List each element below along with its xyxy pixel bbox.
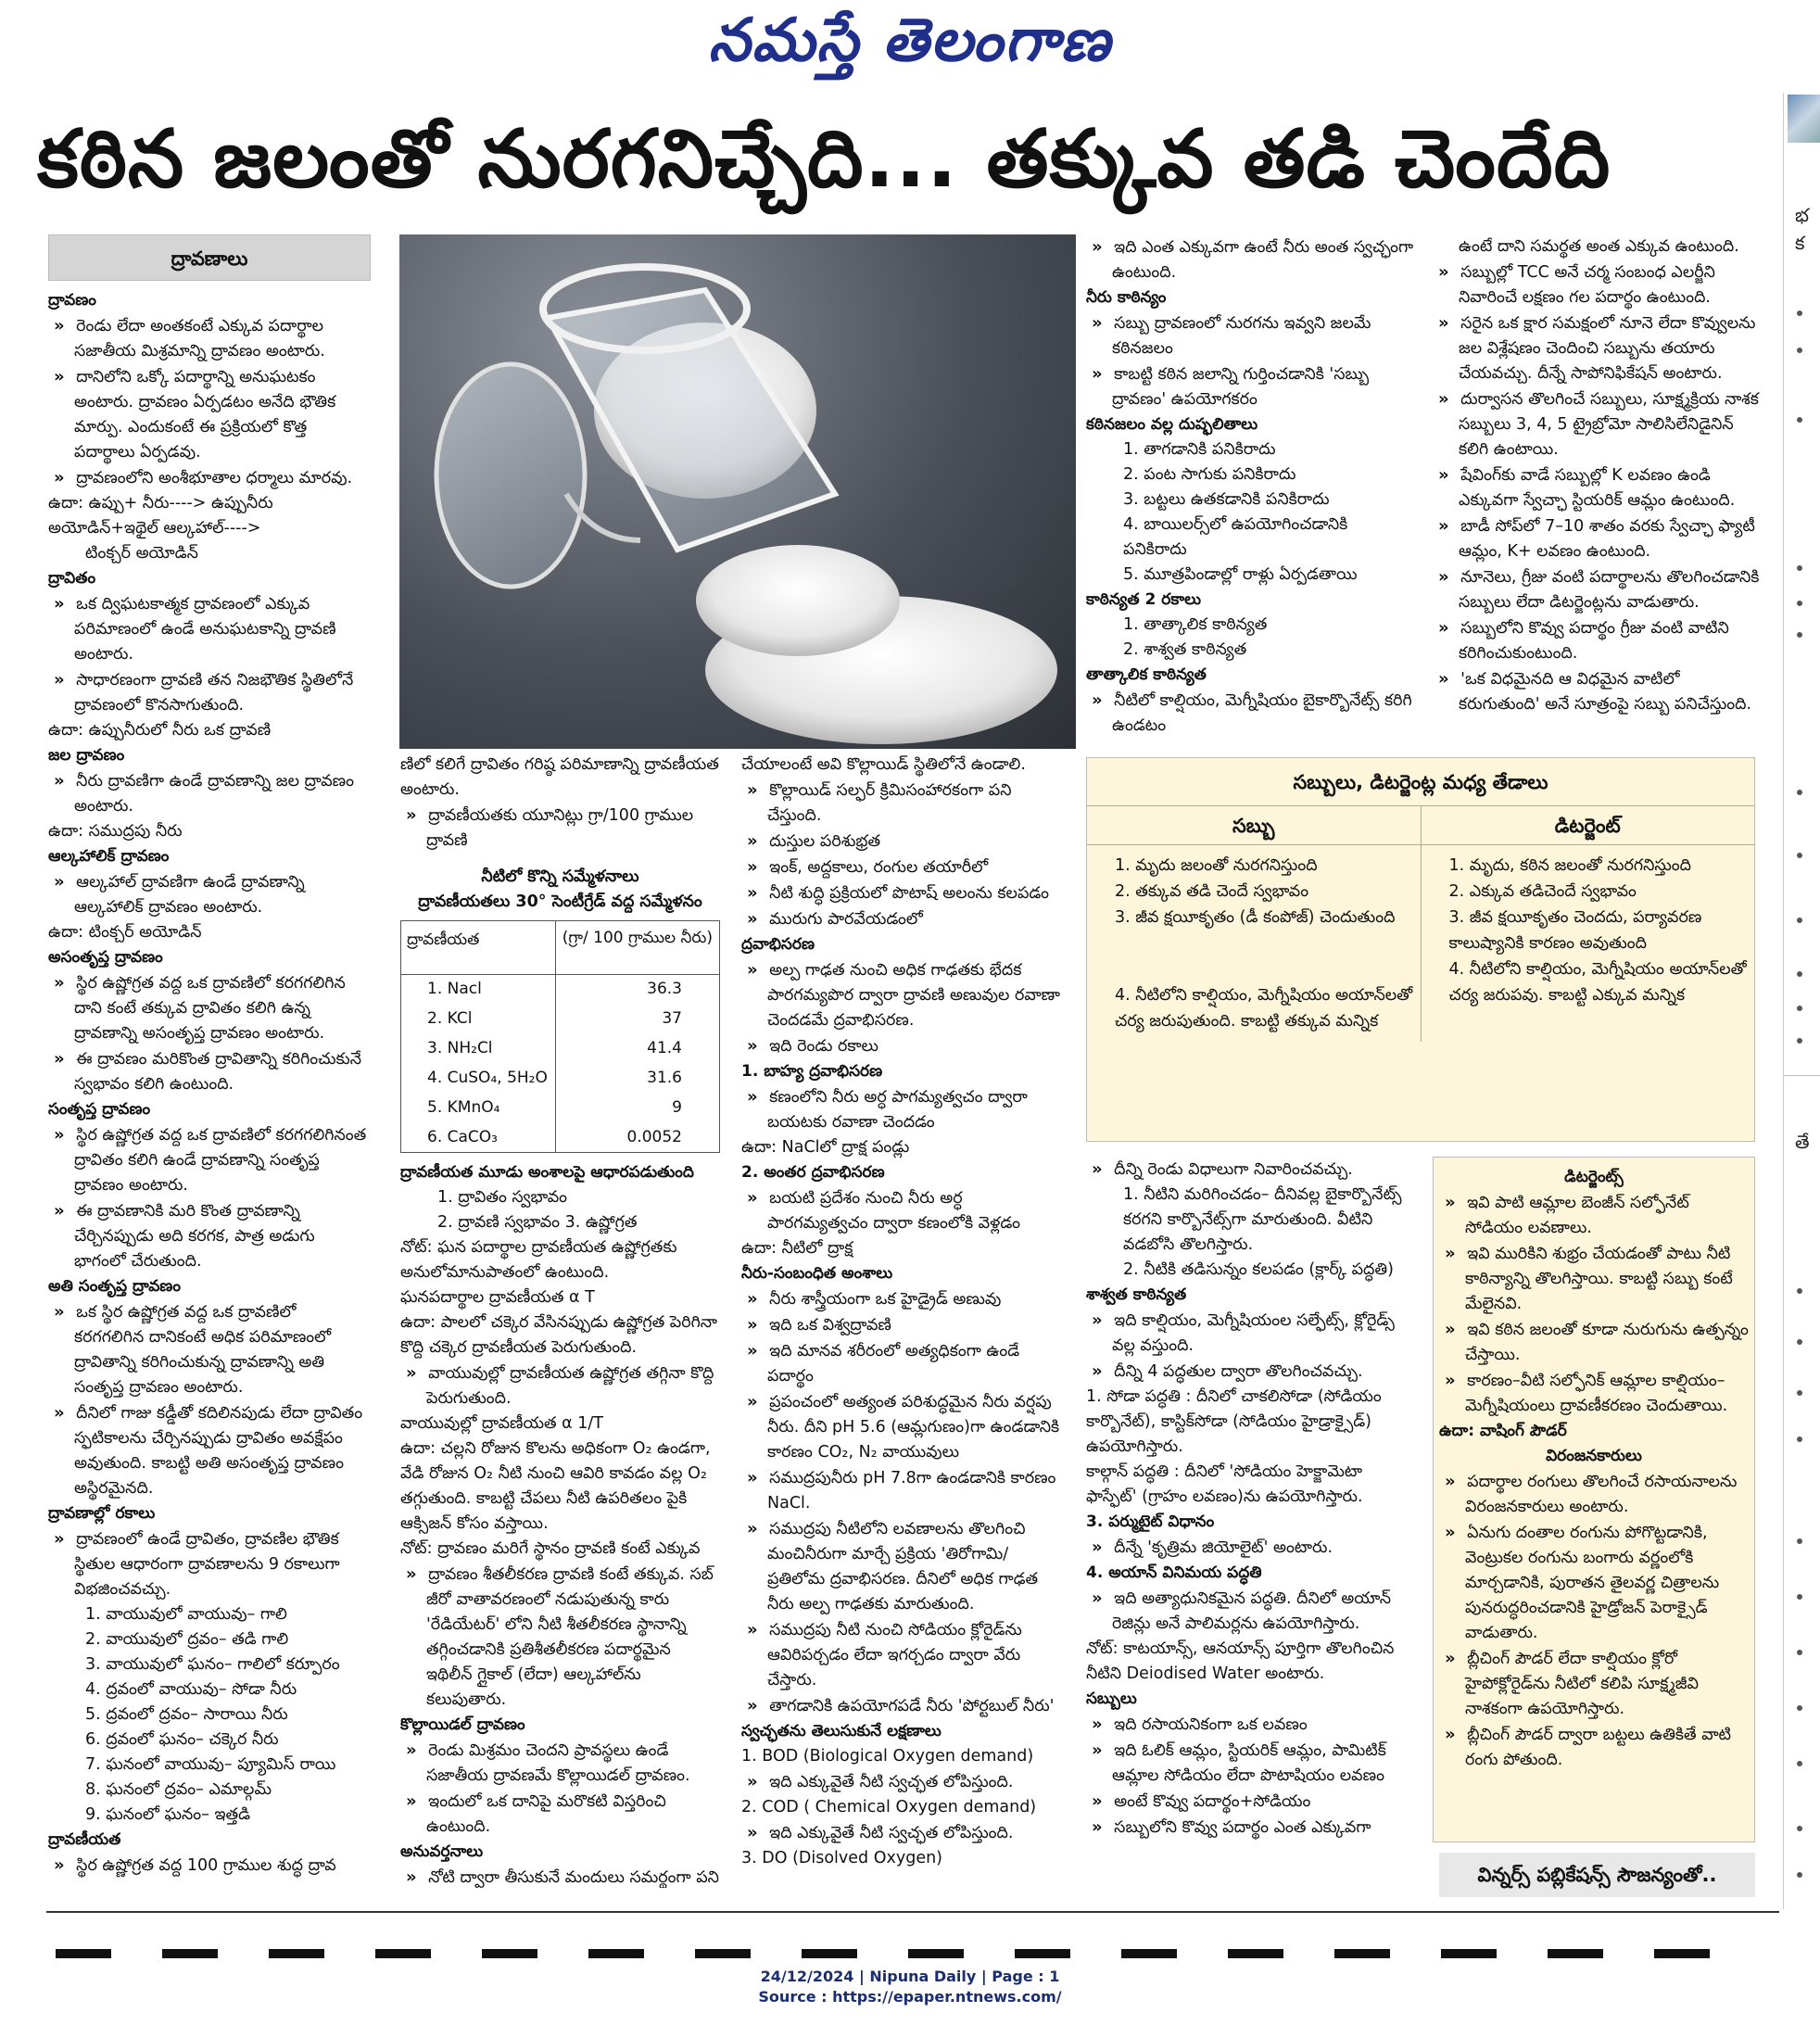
text-line: 2. వాయువులో ద్రవం– తడి గాలి [85, 1630, 289, 1649]
side-bullet [1797, 1390, 1802, 1396]
sub-heading: తాత్కాలిక కాఠిన్యత [1086, 665, 1207, 684]
text-line: నోట్: కాటయాన్స్, ఆనయాన్స్ పూర్తిగా తొలగించిన నీటిని Deiodised Water అంటారు. [1086, 1639, 1395, 1683]
bullet-item: » కణంలోని నీరు అర్ధ పాగమ్యత్వచం ద్వారా బయటకు రవాణా చెందడం [741, 1084, 1066, 1135]
sub-heading: 3. పర్ముటైట్ విధానం [1086, 1512, 1215, 1531]
comparison-header-soap: సబ్బు [1232, 815, 1275, 837]
bullet-item: » కొల్లాయిడ్ సల్ఫర్ క్రిమిసంహారకంగా పని చేస్తుంది. [741, 778, 1066, 829]
side-bullet [1797, 1650, 1802, 1655]
bullet-item: » నూనెలు, గ్రీజు వంటి పదార్థాలను తొలగించడానికి సబ్బులు లేదా డిటర్జెంట్లను వాడుతారు. [1433, 564, 1762, 615]
sub-heading: ద్రావణీయత [48, 1830, 121, 1849]
table-header-row [401, 921, 720, 975]
table-cell: 4. CuSO₄, 5H₂O [401, 1064, 556, 1094]
bullet-item: » స్థిర ఉష్ణోగ్రత వద్ద 100 గ్రాముల శుద్ధ ద్రావ [48, 1853, 371, 1879]
comparison-body [1087, 845, 1754, 1042]
teaser-glyph [1334, 1937, 1390, 1970]
table-row [401, 1064, 720, 1094]
side-bullet [1797, 310, 1802, 316]
side-bullet [1797, 1288, 1802, 1294]
side-bullet [1797, 853, 1802, 858]
section-title-solutions: ద్రావణాలు [48, 234, 371, 281]
table-title: నీటిలో కొన్ని సమ్మేళనాలు [481, 867, 639, 886]
bullet-item: » దీన్ని 4 పద్ధతుల ద్వారా తొలగించవచ్చు. [1086, 1359, 1415, 1385]
teaser-glyph [269, 1937, 324, 1970]
sub-heading: 4. అయాన్ వినిమయ పద్ధతి [1086, 1563, 1262, 1582]
table-body [401, 975, 720, 1153]
teaser-glyph [1548, 1937, 1603, 1970]
side-bullet [1797, 1038, 1802, 1044]
bullet-item: » సబ్బుల్లో TCC అనే చర్మ సంబంధ ఎలర్జీని నివారించే లక్షణం గల పదార్థం ఉంటుంది. [1433, 259, 1762, 310]
bullet-item: » ప్రపంచంలో అత్యంత పరిశుద్ధమైన నీరు వర్షపు నీరు. దీని pH 5.6 (ఆమ్లగుణం)గా ఉండడానికి కారణం CO₂, N₂ వాయువులు [741, 1389, 1066, 1465]
side-bullet [1797, 1705, 1802, 1711]
text-line: 5. మూత్రపిండాల్లో రాళ్లు ఏర్పడతాయి [1123, 565, 1358, 584]
bullet-item: » మురుగు పారవేయడంలో [741, 906, 1066, 932]
text-line: చేయాలంటే అవి కొల్లాయిడ్ స్థితిలోనే ఉండాలి. [741, 755, 1026, 774]
bullet-item: » దుస్తుల పరిశుభ్రత [741, 829, 1066, 854]
side-bullet [1797, 1761, 1802, 1766]
salt-jar-illustration [399, 234, 1076, 749]
column-solutions [48, 234, 371, 1893]
list-item: 4. నీటిలోని కాల్షియం, మెగ్నీషియం అయాన్‌లతో చర్య జరుపుతుంది. కాబట్టి తక్కువ మన్నిక [1115, 986, 1413, 1031]
text-line: 1. ద్రావితం స్వభావం [437, 1188, 568, 1207]
text-line: ణిలో కలిగే ద్రావితం గరిష్ఠ పరిమాణాన్ని ద్రావణీయత అంటారు. [400, 755, 719, 799]
bullet-item: » ఆల్కహాల్ ద్రావణిగా ఉండే ద్రావణాన్ని ఆల్కహాలిక్ ద్రావణం అంటారు. [48, 869, 371, 920]
bullet-item: » ద్రావణంలోని అంశీభూతాల ధర్మాలు మారవు. [48, 465, 371, 491]
teaser-glyph [908, 1937, 964, 1970]
bleaches-title: విరంజనకారులు [1546, 1447, 1642, 1465]
bullet-item: » వాయువుల్లో ద్రావణీయత ఉష్ణోగ్రత తగ్గినా కొద్ది పెరుగుతుంది. [400, 1361, 720, 1411]
bullet-item: » దీనిలో గాజు కడ్డీతో కదిలినపుడు లేదా ద్రావితం స్ఫటికాలను చేర్చినప్పుడు ద్రావితం అవక్షేపం అవుతుంది. కాబట్టి అతి అసంతృప్త ద్రావణం అస్థిరమైనది. [48, 1400, 371, 1501]
sub-heading: కఠినజలం వల్ల దుష్ఫలితాలు [1086, 415, 1258, 434]
text-line: 1. తాగడానికి పనికిరాదు [1123, 440, 1276, 459]
side-bullet [1797, 918, 1802, 923]
text-line: 2. పంట సాగుకు పనికిరాదు [1123, 465, 1296, 484]
column-items [400, 753, 720, 854]
bullet-item: » దానిలోని ఒక్కో పదార్థాన్ని అనుఘటకం అంటారు. ద్రావణం ఏర్పడటం అనేది భౌతిక మార్పు. ఎందుకంటే ఈ ప్రక్రియలో కొత్త పదార్థాలు ఏర్పడవు. [48, 364, 371, 465]
side-bullet [1797, 1339, 1802, 1345]
bullet-item: » ఇది ఒక విశ్వద్రావణి [741, 1312, 1066, 1338]
side-glyph: క [1795, 232, 1805, 254]
column-items [400, 1160, 720, 1888]
table-header-cell: (గ్రా/ 100 గ్రాముల నీరు) [555, 921, 719, 975]
bullet-item: » ఇది ఎక్కువైతే నీటి స్వచ్ఛత లోపిస్తుంది. [741, 1769, 1066, 1795]
bullet-item: » సముద్రపు నీటిలోని లవణాలను తొలగించి మంచినీరుగా మార్చే ప్రక్రియ 'తిరోగామి/ప్రతిలోమ ద్రవాభిసరణ. దీనిలో అధిక గాఢత నీరు అల్ప గాఢతకు మారుతుంది. [741, 1516, 1066, 1617]
text-line: 9. ఘనంలో ఘనం– ఇత్తడి [85, 1805, 251, 1824]
side-glyph: తే [1795, 1131, 1810, 1153]
sub-heading: కాఠిన్యత 2 రకాలు [1086, 590, 1201, 609]
sub-heading: సబ్బులు [1086, 1690, 1137, 1708]
teaser-glyph [802, 1937, 857, 1970]
sub-heading: నీరు-సంబంధిత అంశాలు [741, 1264, 893, 1283]
side-bullet [1797, 1538, 1802, 1544]
teaser-glyph [1121, 1937, 1177, 1970]
table-cell: 1. Nacl [401, 975, 556, 1005]
comparison-soap-list [1087, 845, 1422, 1042]
side-bullet [1797, 565, 1802, 571]
text-line: వాయువుల్లో ద్రావణీయత α 1/T [400, 1414, 603, 1433]
bullet-item: » 'ఒక విధమైనది ఆ విధమైన వాటిలో కరుగుతుంది' అనే సూత్రంపై సబ్బు పనిచేస్తుంది. [1433, 666, 1762, 717]
salt-jar-photo [399, 234, 1076, 749]
text-line: 2. శాశ్వత కాఠిన్యత [1123, 640, 1247, 659]
bullet-item: » ఈ ద్రావణం మరికొంత ద్రావితాన్ని కరిగించుకునే స్వభావం కలిగి ఉంటుంది. [48, 1046, 371, 1097]
side-bullet [1797, 417, 1802, 423]
side-bullet [1797, 790, 1802, 795]
list-item: » ఇవి మురికిని శుభ్రం చేయడంతో పాటు నీటి కాఠిన్యాన్ని తొలగిస్తాయి. కాబట్టి సబ్బు కంటే మేలైనవి. [1439, 1241, 1749, 1317]
text-line: 1. వాయువులో వాయువు– గాలి [85, 1605, 287, 1624]
column-solubility [400, 753, 720, 1888]
table-row [401, 975, 720, 1005]
bullet-item: » ఒక స్థిర ఉష్ణోగ్రత వద్ద ఒక ద్రావణిలో కరగగలిగిన దానికంటే అధిక పరిమాణంలో ద్రావితాన్ని కరిగించుకున్న ద్రావణాన్ని అతి సంతృప్త ద్రావణం అంటారు. [48, 1299, 371, 1400]
text-line: 5. ద్రవంలో ద్రవం– సారాయి నీరు [85, 1705, 288, 1724]
table-row [401, 1034, 720, 1064]
list-item: » ఇవి పాటి ఆమ్లాల బెంజీన్ సల్ఫోనేట్ సోడియం లవణాలు. [1439, 1190, 1749, 1241]
table-cell: 3. NH₂Cl [401, 1034, 556, 1064]
text-line: 2. నీటికి తడిసున్నం కలపడం (క్లార్క్ పద్ధతి) [1123, 1260, 1394, 1279]
sub-heading: ద్రావితం [48, 569, 96, 588]
bullet-item: » సముద్రపు నీటి నుంచి సోడియం క్లోరైడ్‌ను ఆవిరిపర్చడం లేదా ఇగర్చడం ద్వారా వేరు చేస్తారు. [741, 1617, 1066, 1693]
sub-heading: ద్రావణీయత మూడు అంశాలపై ఆధారపడుతుంది [400, 1163, 694, 1182]
list-item: » పదార్థాల రంగులు తొలగించే రసాయనాలను విరంజనకారులు అంటారు. [1439, 1469, 1749, 1520]
text-line: 4. ద్రవంలో వాయువు– సోడా నీరు [85, 1680, 297, 1699]
column-osmosis-water [741, 753, 1066, 1888]
side-strip [1783, 93, 1820, 1909]
bullet-item: » ద్రావణం శీతలీకరణ ద్రావణి కంటే తక్కువ. సబ్ జీరో వాతావరణంలో నడుపుతున్న కారు 'రేడియేటర్' లోని నీటి శీతలీకరణ స్థానాన్ని తగ్గించడానికి ప్రతిశీతలీకరణ పదార్థమైన ఇథిలీన్ గ్లైకాల్ (లేదా) ఆల్కహాల్‌ను కలుపుతారు. [400, 1562, 720, 1713]
text-line: ఉదా: సముద్రపు నీరు [48, 822, 183, 841]
bleaches-list [1439, 1469, 1749, 1773]
detergents-list [1439, 1190, 1749, 1419]
list-item [1115, 930, 1413, 982]
bullet-item: » నీటి శుద్ధి ప్రక్రియలో పొటాష్ అలంను కలపడం [741, 880, 1066, 906]
bullet-item: » ద్రావణీయతకు యూనిట్లు గ్రా/100 గ్రాముల ద్రావణి [400, 803, 720, 854]
comparison-header-detergent: డిటర్జెంట్ [1421, 806, 1755, 844]
teaser-glyph [162, 1937, 218, 1970]
comparison-header [1087, 806, 1754, 845]
list-item: » కారణం–వీటి సల్ఫోనిక్ ఆమ్లాల కాల్షియం– మెగ్నీషియంలు ద్రావణీకరణం చెందుతాయి. [1439, 1368, 1749, 1419]
text-line: ఉదా: టింక్చర్ అయోడిన్ [48, 923, 202, 942]
sub-heading: 1. బాహ్య ద్రవాభిసరణ [741, 1062, 883, 1081]
side-bullet [1797, 601, 1802, 606]
table-cell: 31.6 [647, 1069, 682, 1087]
table-cell: 37 [662, 1009, 682, 1028]
side-bullet [1797, 1436, 1802, 1442]
comparison-detergent-list [1422, 845, 1755, 1042]
bullet-item: » ఇది రసాయనికంగా ఒక లవణం [1086, 1712, 1415, 1738]
list-item: 3. జీవ క్షయీకృతం చెందదు, పర్యావరణ కాలుష్యానికి కారణం అవుతుంది [1448, 908, 1702, 953]
text-line: ఉదా: నీటిలో ద్రాక్ష [741, 1239, 853, 1258]
text-line: ఉదా: ఉప్పు+ నీరు----> ఉప్పునీరు [48, 494, 273, 513]
list-item: » బ్లీచింగ్ పౌడర్ ద్వారా బట్టలు ఉతికితే వాటి రంగు పోతుంది. [1439, 1722, 1749, 1773]
bullet-item: » స్థిర ఉష్ణోగ్రత వద్ద ఒక ద్రావణిలో కరగగలిగిన దాని కంటే తక్కువ ద్రావితం కలిగి ఉన్న ద్రావణాన్ని అసంతృప్త ద్రావణం అంటారు. [48, 970, 371, 1046]
column-permanent-hardness [1086, 1157, 1415, 1898]
teaser-glyph [1015, 1937, 1070, 1970]
text-line: ఉంటే దాని సమర్థత అంత ఎక్కువ ఉంటుంది. [1459, 237, 1739, 256]
teaser-glyph [375, 1937, 431, 1970]
sub-heading: ద్రవాభిసరణ [741, 935, 815, 954]
text-line: 6. ద్రవంలో ఘనం– చక్కెర నీరు [85, 1730, 279, 1749]
bullet-item: » ఈ ద్రావణానికి మరి కొంత ద్రావణాన్ని చేర్చినప్పుడు అది కరగక, పాత్ర అడుగు భాగంలో చేరుతుంది. [48, 1198, 371, 1274]
table-cell: 5. KMnO₄ [401, 1094, 556, 1123]
solubility-table [400, 920, 720, 1153]
side-bullet [1797, 1006, 1802, 1011]
text-line: ఘనపదార్థాల ద్రావణీయత α T [400, 1288, 595, 1307]
column-items [1086, 1157, 1415, 1841]
bullet-item: » దుర్వాసన తొలగించే సబ్బులు, సూక్ష్మక్రియ నాశక సబ్బులు 3, 4, 5 ట్రైబ్రోమో సాలిసిలేనిడైనిన్ కలిగి ఉంటాయి. [1433, 386, 1762, 462]
table-header-cell: ద్రావణీయత [401, 921, 556, 975]
table-row [401, 1005, 720, 1034]
bullet-item: » ఇది మానవ శరీరంలో అత్యధికంగా ఉండే పదార్థం [741, 1338, 1066, 1389]
table-row [401, 1123, 720, 1153]
bullet-item: » రెండు లేదా అంతకంటే ఎక్కువ పదార్థాల సజాతీయ మిశ్రమాన్ని ద్రావణం అంటారు. [48, 313, 371, 364]
bullet-item: » ఇది రెండు రకాలు [741, 1033, 1066, 1059]
text-line: 1. సోడా పద్ధతి : దీనిలో చాకలిసోడా (సోడియం కార్బొనేట్), కాస్టిక్‌సోడా (సోడియం హైడ్రాక్సైడ్) ఉపయోగిస్తారు. [1086, 1387, 1382, 1456]
table-row [401, 1094, 720, 1123]
bullet-item: » నీరు శాస్త్రీయంగా ఒక హైడ్రైడ్ అణువు [741, 1286, 1066, 1312]
side-thumbnail [1788, 95, 1820, 143]
teaser-glyph [1228, 1937, 1283, 1970]
table-subtitle: ద్రావణీయతలు 30° సెంటీగ్రేడ్ వద్ద సమ్మేళనం [418, 892, 702, 911]
table-cell: 41.4 [647, 1039, 682, 1057]
sub-heading: అతి సంతృప్త ద్రావణం [48, 1277, 181, 1296]
bullet-item: » సబ్బులోని కొవ్వు పదార్థం గ్రీజు వంటి వాటిని కరిగించుకుంటుంది. [1433, 615, 1762, 666]
teaser-glyph [482, 1937, 537, 1970]
column-soaps-continued [1433, 234, 1762, 749]
teaser-glyph [56, 1937, 111, 1970]
sub-heading: 2. అంతర ద్రవాభిసరణ [741, 1163, 885, 1182]
side-bullet [1797, 1594, 1802, 1600]
bullet-item: » నోటి ద్వారా తీసుకునే మందులు సమర్థంగా పని [400, 1865, 720, 1888]
column-items [1086, 234, 1415, 739]
teaser-glyph [1654, 1937, 1710, 1970]
sub-heading: ద్రావణాల్లో రకాలు [48, 1504, 156, 1523]
text-line: 1. నీటిని మరిగించడం– దీనివల్ల బైకార్బొనేట్స్ కరగని కార్బొనేట్స్‌గా మారుతుంది. వీటిని వడబోసి తొలగిస్తారు. [1123, 1185, 1402, 1254]
list-item: 2. తక్కువ తడి చెందే స్వభావం [1115, 882, 1309, 901]
text-line: 8. ఘనంలో ద్రవం– ఎమాల్గమ్ [85, 1780, 272, 1799]
bullet-item: » ఇది కాల్షియం, మెగ్నీషియంల సల్ఫేట్స్, క్లోరైడ్స్ వల్ల వస్తుంది. [1086, 1308, 1415, 1359]
publisher-credit: విన్నర్స్ పబ్లికేషన్స్ సౌజన్యంతో.. [1439, 1853, 1755, 1897]
bullet-item: » తాగడానికి ఉపయోగపడే నీరు 'పోర్టబుల్ నీరు' [741, 1693, 1066, 1719]
text-line: అయోడిన్+ఇథైల్ ఆల్కహాల్----> [48, 519, 261, 538]
bullet-item: » సాధారణంగా ద్రావణి తన నిజభౌతిక స్థితిలోనే ద్రావణంలో కొనసాగుతుంది. [48, 667, 371, 718]
detergents-example: ఉదా: వాషింగ్ పౌడర్ [1439, 1422, 1567, 1440]
sub-heading: అసంతృప్త ద్రావణం [48, 948, 163, 967]
table-cell: 6. CaCO₃ [401, 1123, 556, 1153]
column-hardness [1086, 234, 1415, 749]
bullet-item: » ఇంక్, అద్దకాలు, రంగుల తయారీలో [741, 854, 1066, 880]
text-line: టింక్చర్ అయోడిన్ [85, 544, 198, 563]
text-line: నోట్: ఘన పదార్థాల ద్రావణీయత ఉష్ణోగ్రతకు అనులోమానుపాతంలో ఉంటుంది. [400, 1238, 677, 1282]
teaser-glyph [1441, 1937, 1497, 1970]
bullet-item: » అంటే కొవ్వు పదార్థం+సోడియం [1086, 1789, 1415, 1815]
side-bullet [1797, 1872, 1802, 1878]
bullet-item: » ఒక ద్విఘటకాత్మక ద్రావణంలో ఎక్కువ పరిమాణంలో ఉండే అనుఘటకాన్ని ద్రావణి అంటారు. [48, 591, 371, 667]
masthead-logo [0, 0, 1820, 93]
text-line: 3. వాయువులో ఘనం– గాలిలో కర్పూరం [85, 1655, 340, 1674]
bullet-item: » అల్ప గాఢత నుంచి అధిక గాఢతకు భేదక పారగమ్యపొర ద్వారా ద్రావణి అణువుల రవాణా చెందడమే ద్రవాభిసరణ. [741, 957, 1066, 1033]
text-line: 3. DO (Disolved Oxygen) [741, 1849, 942, 1867]
side-glyph: భ [1795, 204, 1809, 226]
bullet-item: » నీటిలో కాల్షియం, మెగ్నీషియం బైకార్బొనేట్స్ కరిగి ఉండటం [1086, 688, 1415, 739]
sub-heading: అనువర్తనాలు [400, 1842, 484, 1861]
text-line: 4. బాయిలర్స్‌లో ఉపయోగించడానికి పనికిరాదు [1123, 515, 1348, 559]
column-items [1433, 234, 1762, 717]
list-item: » ఏనుగు దంతాల రంగును పోగొట్టడానికి, వెంట్రుకల రంగును బంగారు వర్ణంలోకి మార్చడానికి, పురాతన తైలవర్ణ చిత్రాలను పునరుద్ధరించడానికి హైడ్రోజన్ పెరాక్సైడ్ వాడుతారు. [1439, 1520, 1749, 1646]
bullet-item: » దీన్నే 'కృత్రిమ జియోలైట్' అంటారు. [1086, 1535, 1415, 1561]
side-bullet [1797, 1826, 1802, 1831]
bottom-rule [46, 1911, 1779, 1913]
sub-heading: ద్రావణం [48, 291, 96, 310]
column-items [48, 288, 371, 1879]
table-cell: 9 [672, 1098, 682, 1117]
text-line: 2. COD ( Chemical Oxygen demand) [741, 1798, 1037, 1816]
comparison-box [1086, 757, 1755, 1142]
side-bullet [1797, 971, 1802, 977]
page-footer [0, 1967, 1820, 2007]
sub-heading: శాశ్వత కాఠిన్యత [1086, 1285, 1187, 1304]
bullet-item: » దీన్ని రెండు విధాలుగా నివారించవచ్చు. [1086, 1157, 1415, 1183]
sub-heading: నీరు కాఠిన్యం [1086, 288, 1167, 307]
detergents-title: డిటర్జెంట్స్ [1564, 1168, 1624, 1186]
bullet-item: » కాబట్టి కఠిన జలాన్ని గుర్తించడానికి 'సబ్బు ద్రావణం' ఉపయోగకరం [1086, 361, 1415, 412]
list-item: » బ్లీచింగ్ పౌడర్ లేదా కాల్షియం క్లోరో హైపోక్లోరైడ్‌ను నీటిలో కలిపి సూక్ష్మజీవి నాశకంగా ఉపయోగిస్తారు. [1439, 1646, 1749, 1722]
bullet-item: » సబ్బులోని కొవ్వు పదార్థం ఎంత ఎక్కువగా [1086, 1815, 1415, 1841]
bullet-item: » సరైన ఒక క్షార సమక్షంలో నూనె లేదా కొవ్వులను జల విశ్లేషణం చెందించి సబ్బును తయారు చేయవచ్చు. దీన్నే సాపోనిఫికేషన్ అంటారు. [1433, 310, 1762, 386]
list-item: 1. మృదు, కఠిన జలంతో నురగనిస్తుంది [1448, 856, 1691, 875]
bullet-item: » ఇది ఎక్కువైతే నీటి స్వచ్ఛత లోపిస్తుంది. [741, 1820, 1066, 1846]
teaser-glyph [695, 1937, 751, 1970]
bullet-item: » సబ్బు ద్రావణంలో నురగను ఇవ్వని జలమే కఠినజలం [1086, 310, 1415, 361]
text-line: 7. ఘనంలో వాయువు– ప్యూమిస్ రాయి [85, 1755, 336, 1774]
bullet-item: » సముద్రపునీరు pH 7.8గా ఉండడానికి కారణం NaCl. [741, 1465, 1066, 1516]
list-item: 2. ఎక్కువ తడిచెందే స్వభావం [1448, 882, 1637, 901]
bullet-item: » ద్రావణంలో ఉండే ద్రావితం, ద్రావణిల భౌతిక స్థితుల ఆధారంగా ద్రావణాలను 9 రకాలుగా విభజించవచ్చు. [48, 1526, 371, 1602]
list-item: 3. జీవ క్షయీకృతం (డీ కంపోజ్) చెందుతుంది [1115, 908, 1396, 927]
side-bullet [1797, 632, 1802, 638]
sub-heading: ఆల్కహాలిక్ ద్రావణం [48, 847, 170, 866]
bullet-item: » ఇందులో ఒక దానిపై మరొకటి విస్తరించి ఉంటుంది. [400, 1789, 720, 1840]
teaser-glyph [588, 1937, 644, 1970]
side-divider [1784, 1075, 1820, 1076]
text-line: ఉదా: పాలలో చక్కెర వేసినప్పుడు ఉష్ణోగ్రత పెరిగినా కొద్ది చక్కెర ద్రావణీయత పెరుగుతుంది. [400, 1313, 717, 1357]
sub-heading: జల ద్రావణం [48, 746, 125, 765]
bullet-item: » షేవింగ్‌కు వాడే సబ్బుల్లో K లవణం ఉండి ఎక్కువగా స్వేచ్ఛా స్టియరిక్ ఆమ్లం ఉంటుంది. [1433, 462, 1762, 513]
comparison-title: సబ్బులు, డిటర్జెంట్ల మధ్య తేడాలు [1087, 758, 1754, 806]
bullet-item: » బయటి ప్రదేశం నుంచి నీరు అర్ధ పారగమ్యత్వచం ద్వారా కణంలోకి వెళ్లడం [741, 1185, 1066, 1236]
footer-source-link[interactable]: Source : https://epaper.ntnews.com/ [758, 1988, 1062, 2006]
side-bullet [1797, 348, 1802, 353]
text-line: నోట్: ద్రావణం మరిగే స్థానం ద్రావణి కంటే ఎక్కువ [400, 1539, 701, 1558]
sub-heading: సంతృప్త ద్రావణం [48, 1100, 151, 1119]
bullet-item: » ఇది ఓలిక్ ఆమ్లం, స్టియరిక్ ఆమ్లం, పామిటిక్ ఆమ్లాల సోడియం లేదా పొటాషియం లవణం [1086, 1738, 1415, 1789]
footer-date-line: 24/12/2024 | Nipuna Daily | Page : 1 [760, 1968, 1060, 1985]
detergents-box [1433, 1157, 1755, 1842]
bullet-item: » ఇది ఎంత ఎక్కువగా ఉంటే నీరు అంత స్వచ్ఛంగా ఉంటుంది. [1086, 234, 1415, 285]
text-line: ఉదా: చల్లని రోజున కొలను అధికంగా O₂ ఉండగా, వేడి రోజున O₂ నీటి నుంచి ఆవిరి కావడం వల్ల O₂ తగ్గుతుంది. కాబట్టి చేపలు నీటి ఉపరితలం పైకి ఆక్సిజన్ కోసం వస్తాయి. [400, 1439, 711, 1533]
table-cell: 36.3 [647, 980, 682, 999]
text-line: ఉదా: ఉప్పునీరులో నీరు ఒక ద్రావణి [48, 721, 272, 740]
table-cell: 0.0052 [626, 1127, 682, 1146]
text-line: 1. BOD (Biological Oxygen demand) [741, 1747, 1034, 1766]
list-item: 4. నీటిలోని కాల్షియం, మెగ్నీషియం అయాన్‌లతో చర్య జరుపవు. కాబట్టి ఎక్కువ మన్నిక [1448, 960, 1747, 1005]
table-cell: 2. KCl [401, 1005, 556, 1034]
bullet-item: » రెండు మిశ్రమం చెందని ప్రావస్థలు ఉండే సజాతీయ ద్రావణమే కొల్లాయిడల్ ద్రావణం. [400, 1738, 720, 1789]
bullet-item: » నీరు ద్రావణిగా ఉండే ద్రావణాన్ని జల ద్రావణం అంటారు. [48, 768, 371, 819]
list-item: 1. మృదు జలంతో నురగనిస్తుంది [1115, 856, 1318, 875]
text-line: 3. బట్టలు ఉతకడానికి పనికిరాదు [1123, 490, 1330, 509]
sub-heading: స్వచ్ఛతను తెలుసుకునే లక్షణాలు [741, 1722, 942, 1740]
page-headline: కఠిన జలంతో నురగనిచ్చేది... తక్కువ తడి చెందేది [37, 113, 1611, 206]
column-items [741, 753, 1066, 1871]
list-item: » ఇవి కఠిన జలంతో కూడా నురుగును ఉత్పన్నం చేస్తాయి. [1439, 1317, 1749, 1368]
text-line: కాల్గాన్ పద్ధతి : దీనిలో 'సోడియం హెక్జామెటా ఫాస్ఫేట్' (గ్రాహం లవణం)ను ఉపయోగిస్తారు. [1086, 1462, 1363, 1506]
text-line: 2. ద్రావణి స్వభావం 3. ఉష్ణోగ్రత [437, 1213, 638, 1232]
text-line: 1. తాత్కాలిక కాఠిన్యత [1123, 615, 1268, 634]
masthead-text: నమస్తే తెలంగాణ [708, 6, 1112, 75]
bullet-item: » స్థిర ఉష్ణోగ్రత వద్ద ఒక ద్రావణిలో కరగగలిగినంత ద్రావితం కలిగి ఉండే ద్రావణాన్ని సంతృప్త ద్రావణం అంటారు. [48, 1122, 371, 1198]
sub-heading: కొల్లాయిడల్ ద్రావణం [400, 1715, 525, 1734]
text-line: ఉదా: NaClలో ద్రాక్ష పండ్లు [741, 1138, 910, 1157]
bullet-item: » ఇది అత్యాధునికమైన పద్ధతి. దీనిలో అయాన్ రెజిన్లు అనే పాలిమర్లను ఉపయోగిస్తారు. [1086, 1586, 1415, 1637]
bullet-item: » బాడీ సోప్‌లో 7–10 శాతం వరకు స్వేచ్ఛా ఫ్యాటీ ఆమ్లం, K+ లవణం ఉంటుంది. [1433, 513, 1762, 564]
